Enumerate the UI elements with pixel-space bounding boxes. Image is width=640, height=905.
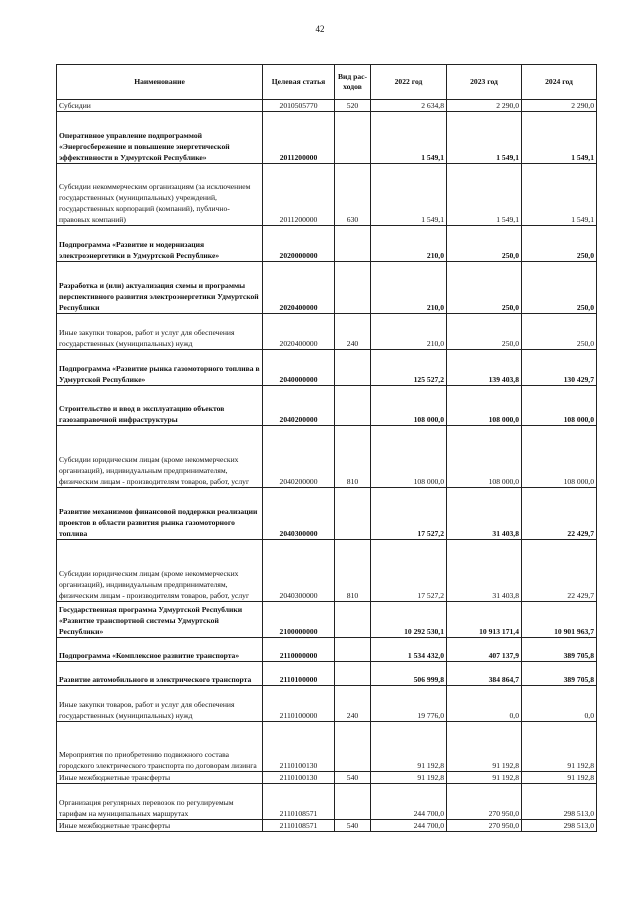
table-header-row [57,65,597,100]
cell-2024: 250,0 [522,226,597,262]
cell-name: Организация регулярных перевозок по регулируемым тарифам на муниципальных маршрутах [57,784,263,820]
cell-code: 2020000000 [263,226,335,262]
cell-kind: 520 [335,100,371,112]
cell-2023: 1 549,1 [447,164,522,226]
cell-code: 2011200000 [263,112,335,164]
cell-name: Субсидии некоммерческим организациям (за исключением государственных (муниципальных) учреждений, государственных корпораций (компаний), публично-правовых компаний) [57,164,263,226]
cell-2022: 91 192,8 [371,772,447,784]
cell-kind: 810 [335,540,371,602]
cell-2024: 130 429,7 [522,350,597,386]
cell-code: 2020400000 [263,314,335,350]
cell-kind: 630 [335,164,371,226]
table-row [57,820,597,832]
table-row [57,662,597,686]
cell-2023: 91 192,8 [447,722,522,772]
cell-code: 2110108571 [263,784,335,820]
cell-2023: 31 403,8 [447,540,522,602]
cell-name: Развитие автомобильного и электрического транспорта [57,662,263,686]
cell-code: 2040000000 [263,350,335,386]
cell-code: 2110100000 [263,662,335,686]
table-row [57,772,597,784]
cell-2022: 108 000,0 [371,386,447,426]
cell-2024: 2 290,0 [522,100,597,112]
cell-name: Разработка и (или) актуализация схемы и программы перспективного развития электроэнергетики Удмуртской Республики [57,262,263,314]
cell-2023: 250,0 [447,314,522,350]
cell-2022: 19 776,0 [371,686,447,722]
cell-kind [335,226,371,262]
cell-kind: 240 [335,686,371,722]
cell-code: 2110100000 [263,686,335,722]
cell-2022: 210,0 [371,314,447,350]
table-row [57,784,597,820]
cell-2023: 139 403,8 [447,350,522,386]
cell-name: Иные закупки товаров, работ и услуг для обеспечения государственных (муниципальных) нужд [57,686,263,722]
header-code: Целевая статья [263,65,335,100]
cell-2022: 1 549,1 [371,164,447,226]
cell-name: Иные межбюджетные трансферты [57,820,263,832]
cell-kind: 240 [335,314,371,350]
cell-2024: 22 429,7 [522,540,597,602]
cell-2022: 210,0 [371,226,447,262]
cell-code: 2010505770 [263,100,335,112]
cell-code: 2020400000 [263,262,335,314]
table-row [57,722,597,772]
cell-kind [335,262,371,314]
cell-2024: 298 513,0 [522,820,597,832]
cell-2024: 0,0 [522,686,597,722]
table-row [57,350,597,386]
cell-kind [335,638,371,662]
table-row [57,602,597,638]
cell-name: Оперативное управление подпрограммой «Энергосбережение и повышение энергетической эффективности в Удмуртской Республике» [57,112,263,164]
cell-2023: 270 950,0 [447,820,522,832]
cell-2022: 506 999,8 [371,662,447,686]
cell-2022: 10 292 530,1 [371,602,447,638]
cell-kind [335,722,371,772]
cell-2023: 91 192,8 [447,772,522,784]
table-row [57,686,597,722]
cell-code: 2110108571 [263,820,335,832]
cell-2024: 1 549,1 [522,112,597,164]
cell-code: 2100000000 [263,602,335,638]
cell-2022: 1 534 432,0 [371,638,447,662]
cell-2022: 91 192,8 [371,722,447,772]
cell-code: 2040300000 [263,540,335,602]
table-row [57,386,597,426]
cell-2024: 91 192,8 [522,772,597,784]
cell-name: Развитие механизмов финансовой поддержки реализации проектов в области развития рынка газомоторного топлива [57,488,263,540]
cell-2023: 108 000,0 [447,386,522,426]
cell-2024: 108 000,0 [522,426,597,488]
cell-2024: 10 901 963,7 [522,602,597,638]
cell-2023: 250,0 [447,226,522,262]
cell-2022: 210,0 [371,262,447,314]
cell-2022: 125 527,2 [371,350,447,386]
cell-name: Иные закупки товаров, работ и услуг для обеспечения государственных (муниципальных) нужд [57,314,263,350]
header-2023: 2023 год [447,65,522,100]
cell-2024: 250,0 [522,314,597,350]
cell-kind [335,602,371,638]
cell-name: Субсидии [57,100,263,112]
cell-2023: 250,0 [447,262,522,314]
cell-kind: 540 [335,820,371,832]
cell-2023: 407 137,9 [447,638,522,662]
cell-2023: 2 290,0 [447,100,522,112]
budget-table [56,64,597,832]
cell-name: Мероприятия по приобретению подвижного состава городского электрического транспорта по договорам лизинга [57,722,263,772]
cell-kind [335,386,371,426]
page-number: 42 [315,24,325,34]
table-row [57,426,597,488]
cell-kind [335,784,371,820]
cell-2022: 17 527,2 [371,540,447,602]
cell-2022: 244 700,0 [371,820,447,832]
header-2024: 2024 год [522,65,597,100]
table-body [57,100,597,832]
cell-2023: 1 549,1 [447,112,522,164]
cell-2024: 1 549,1 [522,164,597,226]
cell-name: Субсидии юридическим лицам (кроме некоммерческих организаций), индивидуальным предпринимателям, физическим лицам - производителям товаров, работ, услуг [57,426,263,488]
table-row [57,164,597,226]
cell-name: Строительство и ввод в эксплуатацию объектов газозаправочной инфраструктуры [57,386,263,426]
table-row [57,540,597,602]
cell-code: 2040200000 [263,386,335,426]
cell-2023: 108 000,0 [447,426,522,488]
cell-kind: 540 [335,772,371,784]
cell-kind [335,350,371,386]
cell-2023: 0,0 [447,686,522,722]
cell-2022: 244 700,0 [371,784,447,820]
cell-2023: 31 403,8 [447,488,522,540]
cell-name: Подпрограмма «Развитие рынка газомоторного топлива в Удмуртской Республике» [57,350,263,386]
cell-2024: 108 000,0 [522,386,597,426]
table-row [57,100,597,112]
cell-2023: 384 864,7 [447,662,522,686]
cell-name: Субсидии юридическим лицам (кроме некоммерческих организаций), индивидуальным предпринимателям, физическим лицам - производителям товаров, работ, услуг [57,540,263,602]
cell-kind [335,662,371,686]
cell-code: 2110000000 [263,638,335,662]
cell-2024: 298 513,0 [522,784,597,820]
cell-2022: 17 527,2 [371,488,447,540]
table-row [57,112,597,164]
cell-kind [335,112,371,164]
cell-code: 2110100130 [263,722,335,772]
table-row [57,488,597,540]
cell-code: 2040300000 [263,488,335,540]
table-row [57,262,597,314]
cell-2024: 389 705,8 [522,662,597,686]
cell-2023: 10 913 171,4 [447,602,522,638]
cell-2022: 108 000,0 [371,426,447,488]
cell-2022: 2 634,8 [371,100,447,112]
cell-name: Подпрограмма «Развитие и модернизация электроэнергетики в Удмуртской Республике» [57,226,263,262]
cell-2024: 22 429,7 [522,488,597,540]
cell-2024: 250,0 [522,262,597,314]
header-2022: 2022 год [371,65,447,100]
cell-kind: 810 [335,426,371,488]
table-row [57,638,597,662]
table-row [57,226,597,262]
cell-2024: 91 192,8 [522,722,597,772]
header-kind: Вид рас-ходов [335,65,371,100]
cell-code: 2011200000 [263,164,335,226]
cell-name: Государственная программа Удмуртской Республики «Развитие транспортной системы Удмуртской Республики» [57,602,263,638]
cell-kind [335,488,371,540]
cell-name: Иные межбюджетные трансферты [57,772,263,784]
cell-2022: 1 549,1 [371,112,447,164]
cell-2024: 389 705,8 [522,638,597,662]
table-row [57,314,597,350]
cell-name: Подпрограмма «Комплексное развитие транспорта» [57,638,263,662]
cell-2023: 270 950,0 [447,784,522,820]
header-name: Наименование [57,65,263,100]
cell-code: 2040200000 [263,426,335,488]
cell-code: 2110100130 [263,772,335,784]
